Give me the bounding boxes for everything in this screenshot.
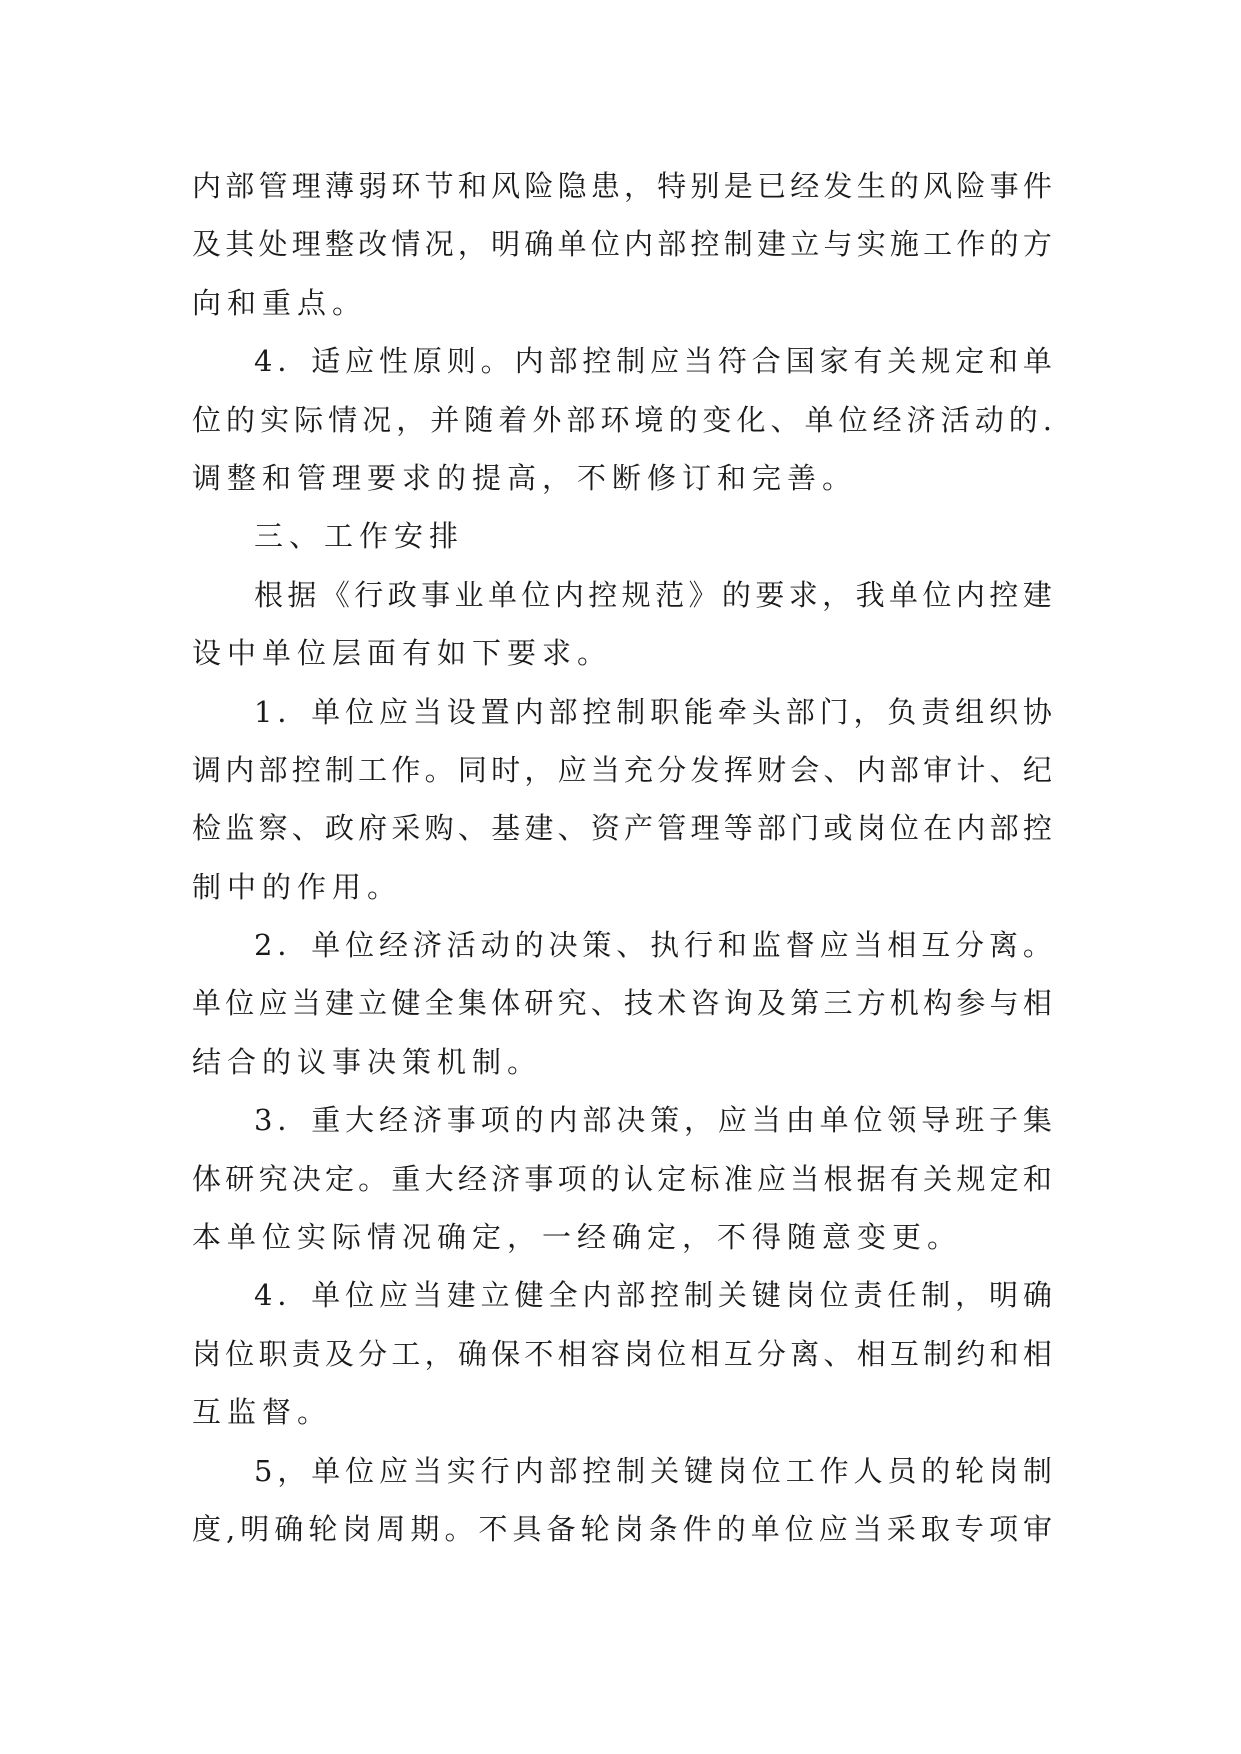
text-line: 设中单位层面有如下要求。 — [192, 636, 613, 671]
text-line: 2 ． 单 位 经 济 活 动 的 决 策 、 执 行 和 监 督 应 当 相 互 分 离 。 — [254, 928, 1052, 963]
text-line: 度 , 明 确 轮 岗 周 期 。 不 具 备 轮 岗 条 件 的 单 位 应 当 采 取 专 项 审 — [192, 1511, 1052, 1546]
text-line: 调整和管理要求的提高，不断修订和完善。 — [192, 460, 858, 495]
text-line: 5 ， 单 位 应 当 实 行 内 部 控 制 关 键 岗 位 工 作 人 员 的 轮 岗 制 — [254, 1453, 1052, 1488]
text-line: 1 ． 单 位 应 当 设 置 内 部 控 制 职 能 牵 头 部 门 ， 负 责 组 织 协 — [254, 694, 1052, 729]
text-line: 4 ． 适 应 性 原 则 。 内 部 控 制 应 当 符 合 国 家 有 关 规 定 和 单 — [254, 344, 1052, 379]
text-line: 体 研 究 决 定 。 重 大 经 济 事 项 的 认 定 标 准 应 当 根 据 有 关 规 定 和 — [192, 1161, 1052, 1196]
text-line: 检 监 察 、 政 府 采 购 、 基 建 、 资 产 管 理 等 部 门 或 岗 位 在 内 部 控 — [192, 811, 1052, 846]
text-line: 三、工作安排 — [254, 519, 465, 554]
document-body — [192, 157, 1052, 1558]
text-line: 位 的 实 际 情 况 ， 并 随 着 外 部 环 境 的 变 化 、 单 位 经 济 活 动 的 . — [192, 402, 1052, 437]
text-line: 岗 位 职 责 及 分 工 ， 确 保 不 相 容 岗 位 相 互 分 离 、 相 互 制 约 和 相 — [192, 1336, 1052, 1371]
text-line: 向和重点。 — [192, 285, 368, 320]
text-line: 3 ． 重 大 经 济 事 项 的 内 部 决 策 ， 应 当 由 单 位 领 导 班 子 集 — [254, 1103, 1052, 1138]
text-line: 单 位 应 当 建 立 健 全 集 体 研 究 、 技 术 咨 询 及 第 三 方 机 构 参 与 相 — [192, 986, 1052, 1021]
text-line: 及 其 处 理 整 改 情 况 ， 明 确 单 位 内 部 控 制 建 立 与 实 施 工 作 的 方 — [192, 227, 1052, 262]
text-line: 本单位实际情况确定，一经确定，不得随意变更。 — [192, 1220, 963, 1255]
text-line: 调 内 部 控 制 工 作 。 同 时 ， 应 当 充 分 发 挥 财 会 、 内 部 审 计 、 纪 — [192, 752, 1052, 787]
text-line: 4 ． 单 位 应 当 建 立 健 全 内 部 控 制 关 键 岗 位 责 任 制 ， 明 确 — [254, 1278, 1052, 1313]
text-line: 根 据 《 行 政 事 业 单 位 内 控 规 范 》 的 要 求 ， 我 单 位 内 控 建 — [254, 577, 1052, 612]
text-line: 结合的议事决策机制。 — [192, 1044, 543, 1079]
text-line: 内 部 管 理 薄 弱 环 节 和 风 险 隐 患 ， 特 别 是 已 经 发 生 的 风 险 事 件 — [192, 169, 1052, 203]
text-line: 互监督。 — [192, 1395, 333, 1430]
text-line: 制中的作用。 — [192, 869, 403, 904]
